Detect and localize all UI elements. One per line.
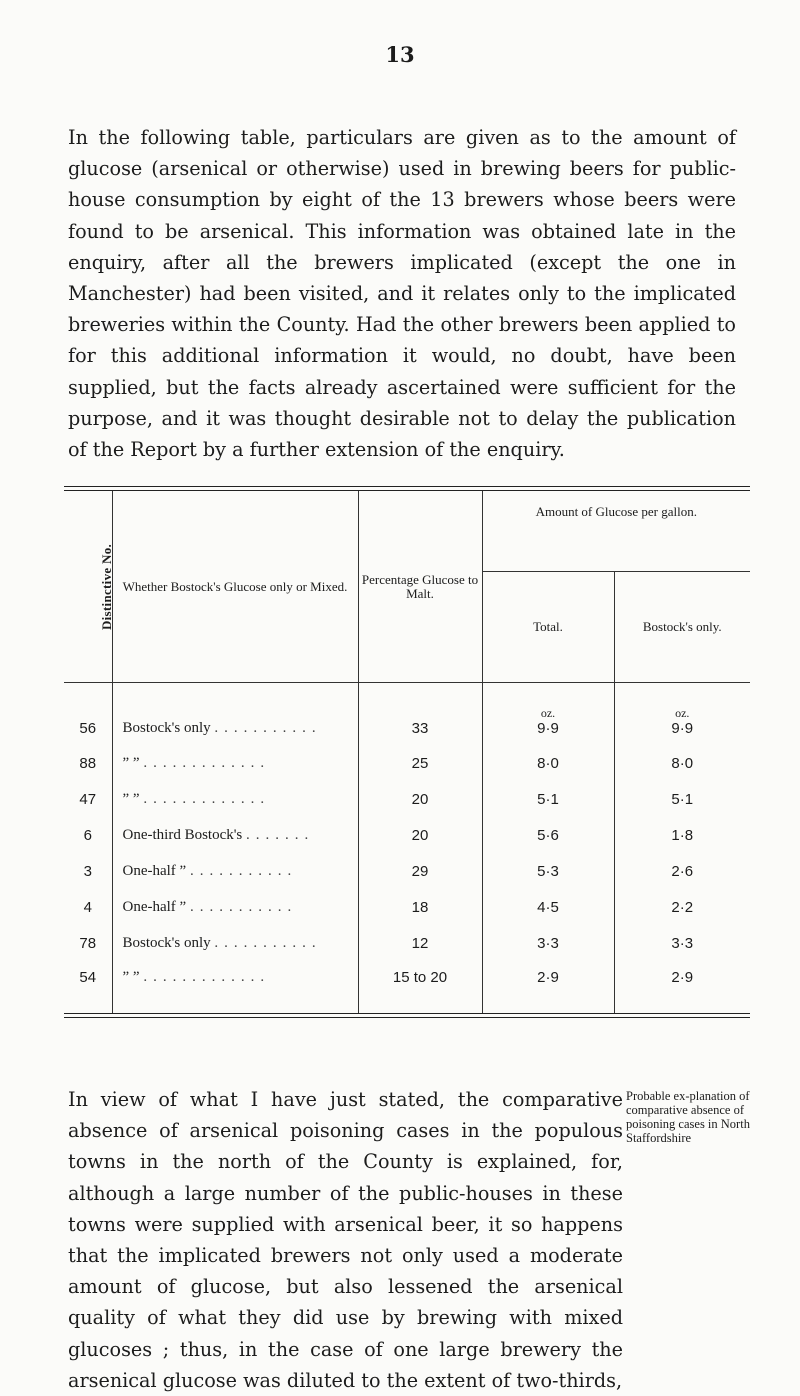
cell-no: 88: [64, 745, 112, 781]
cell-pct: 20: [358, 781, 482, 817]
cell-total: 5·1: [482, 781, 614, 817]
cell-bostock: 2·2: [671, 898, 694, 916]
cell-no: 56: [64, 683, 112, 746]
unit-label: oz.: [540, 706, 556, 720]
cell-pct: 33: [358, 683, 482, 746]
cell-whether: ” ” .............: [112, 961, 358, 1013]
cell-no: 47: [64, 781, 112, 817]
margin-note: Probable ex-planation of comparative absence of poisoning cases in North Staffordshire: [626, 1089, 750, 1145]
cell-pct: 12: [358, 925, 482, 961]
cell-pct: 15 to 20: [358, 961, 482, 1013]
table-top-rule: [64, 486, 750, 487]
cell-no: 78: [64, 925, 112, 961]
header-total: Total.: [482, 572, 614, 683]
cell-whether: Bostock's only ...........: [112, 683, 358, 746]
header-percentage: Percentage Glucose to Malt.: [358, 491, 482, 683]
table-row: [64, 961, 750, 1013]
cell-total: 5·6: [482, 817, 614, 853]
cell-pct: 18: [358, 889, 482, 925]
cell-total: oz. 9·9: [482, 683, 614, 746]
unit-label: oz.: [675, 706, 690, 720]
page-number: 13: [385, 42, 415, 67]
table-row: [64, 683, 750, 746]
cell-total: 3·3: [482, 925, 614, 961]
cell-bostock: oz. 9·9: [614, 683, 750, 746]
cell-pct: 29: [358, 853, 482, 889]
cell-no: 6: [64, 817, 112, 853]
cell-bostock: 2·9: [671, 969, 694, 986]
cell-whether: One-half ” ...........: [112, 853, 358, 889]
header-distinctive-no: Distinctive No.: [64, 491, 112, 683]
cell-whether: ” ” .............: [112, 781, 358, 817]
cell-no: 3: [64, 853, 112, 889]
header-bostock-only: Bostock's only.: [614, 572, 750, 683]
glucose-table: [64, 486, 750, 1018]
table-row: [64, 853, 750, 889]
header-whether: Whether Bostock's Glucose only or Mixed.: [112, 491, 358, 683]
cell-no: 54: [64, 961, 112, 1013]
cell-pct: 20: [358, 817, 482, 853]
intro-paragraph: In the following table, particulars are given as to the amount of glucose (arsenical or otherwise) used in brewing beers for public-house consumption by eight of the 13 brewers whose beers were found to be arsenical. This information was obtained late in the enquiry, after all the brewers implicated (except the one in Manchester) had been visited, and it relates only to the implicated breweries within the County. Had the other brewers been applied to for this additional information it would, no doubt, have been supplied, but the facts already ascertained were sufficient for the purpose, and it was thought desirable not to delay the publication of the Report by a further extension of the enquiry.: [68, 126, 736, 462]
cell-total: 8·0: [482, 745, 614, 781]
cell-bostock: 2·6: [671, 862, 694, 880]
table-row: [64, 925, 750, 961]
table-row: [64, 781, 750, 817]
cell-no: 4: [64, 889, 112, 925]
cell-total: 2·9: [482, 961, 614, 1013]
cell-bostock: 3·3: [671, 934, 694, 952]
table-bottom-rule-2: [64, 1017, 750, 1018]
table-row: [64, 745, 750, 781]
cell-whether: Bostock's only ...........: [112, 925, 358, 961]
cell-whether: One-half ” ...........: [112, 889, 358, 925]
cell-bostock: 5·1: [671, 790, 694, 808]
table-bottom-rule: [64, 1013, 750, 1014]
cell-bostock: 1·8: [671, 826, 694, 844]
cell-total: 5·3: [482, 853, 614, 889]
header-amount-group: Amount of Glucose per gallon.: [482, 491, 750, 572]
cell-total: 4·5: [482, 889, 614, 925]
table-row: [64, 817, 750, 853]
closing-paragraph: In view of what I have just stated, the comparative absence of arsenical poisoning cases in the populous towns in the north of the County is explained, for, although a large number of the public-houses in these towns were supplied with arsenical beer, it so happens that the implicated brewers not only used a moderate amount of glucose, but also lessened the arsenical quality of what they did use by brewing with mixed glucoses ; thus, in the case of one large brewery the arsenical glucose was diluted to the extent of two-thirds,: [68, 1088, 623, 1392]
cell-whether: One-third Bostock's .......: [112, 817, 358, 853]
cell-whether: ” ” .............: [112, 745, 358, 781]
cell-pct: 25: [358, 745, 482, 781]
cell-bostock: 8·0: [671, 754, 694, 772]
table-row: [64, 889, 750, 925]
